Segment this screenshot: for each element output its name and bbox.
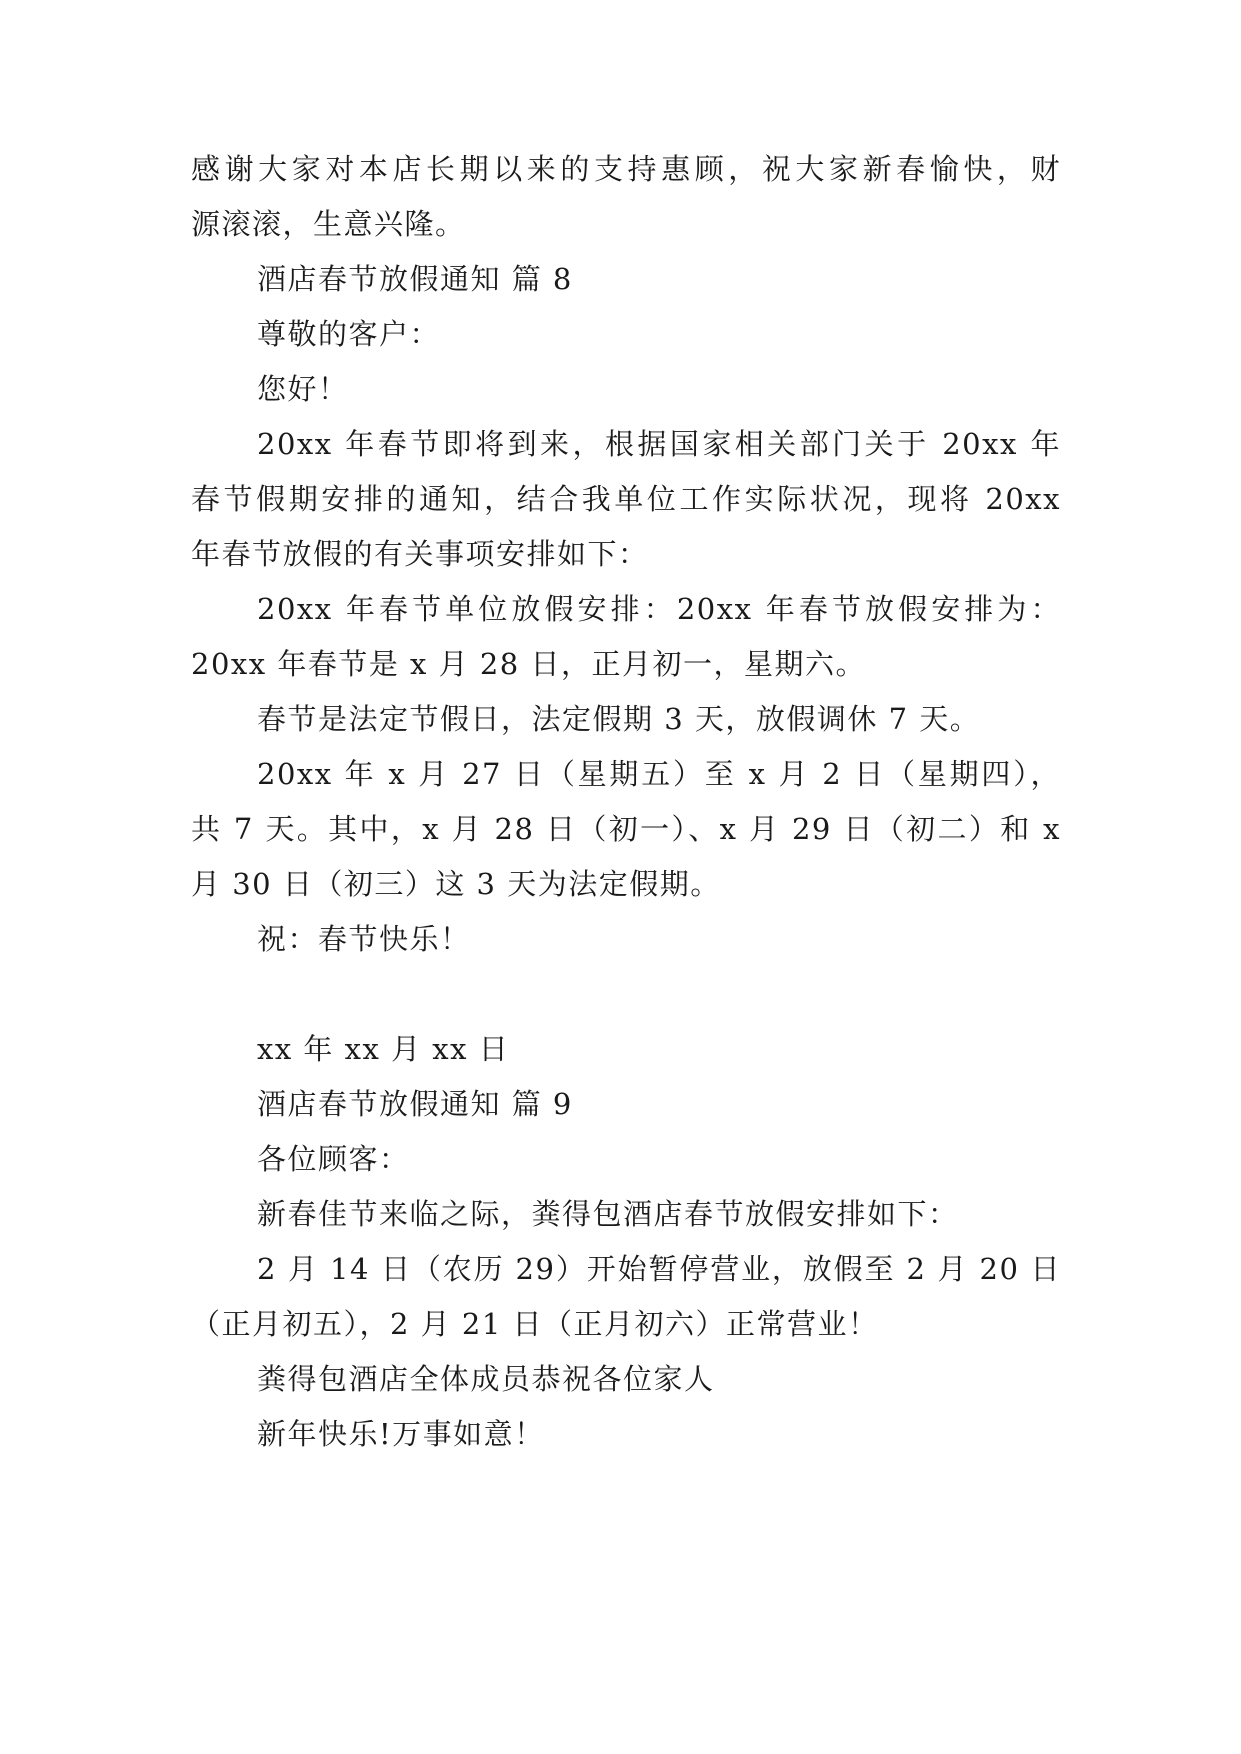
paragraph-line: （正月初五），2 月 21 日（正月初六）正常营业！ (191, 1307, 879, 1341)
paragraph-line: 年春节放假的有关事项安排如下： (191, 537, 649, 571)
paragraph-line: 新年快乐!万事如意！ (257, 1417, 545, 1451)
paragraph-line: 20xx 年春节即将到来，根据国家相关部门关于 20xx 年 (257, 427, 1061, 461)
greeting: 您好！ (257, 372, 349, 406)
paragraph-line: 源滚滚，生意兴隆。 (191, 207, 466, 241)
paragraph-line: 20xx 年春节单位放假安排：20xx 年春节放假安排为： (257, 592, 1061, 626)
closing-wish: 祝：春节快乐！ (257, 922, 471, 956)
paragraph-line: 2 月 14 日（农历 29）开始暂停营业，放假至 2 月 20 日 (257, 1252, 1061, 1286)
date-line: xx 年 xx 月 xx 日 (257, 1032, 510, 1066)
paragraph-line: 共 7 天。其中，x 月 28 日（初一）、x 月 29 日（初二）和 x (191, 812, 1061, 846)
paragraph-line: 新春佳节来临之际，粪得包酒店春节放假安排如下： (257, 1197, 959, 1231)
paragraph-line: 春节是法定节假日，法定假期 3 天，放假调休 7 天。 (257, 702, 981, 736)
paragraph-line: 感谢大家对本店长期以来的支持惠顾，祝大家新春愉快，财 (191, 152, 1061, 186)
paragraph-line: 20xx 年 x 月 27 日（星期五）至 x 月 2 日（星期四）， (257, 757, 1061, 791)
paragraph-line: 月 30 日（初三）这 3 天为法定假期。 (191, 867, 721, 901)
salutation: 尊敬的客户： (257, 317, 441, 351)
paragraph-line: 20xx 年春节是 x 月 28 日，正月初一，星期六。 (191, 647, 866, 681)
section-heading: 酒店春节放假通知 篇 8 (257, 262, 573, 296)
paragraph-line: 春节假期安排的通知，结合我单位工作实际状况，现将 20xx (191, 482, 1061, 516)
paragraph-line: 粪得包酒店全体成员恭祝各位家人 (257, 1362, 715, 1396)
section-heading: 酒店春节放假通知 篇 9 (257, 1087, 573, 1121)
salutation: 各位顾客： (257, 1142, 410, 1176)
